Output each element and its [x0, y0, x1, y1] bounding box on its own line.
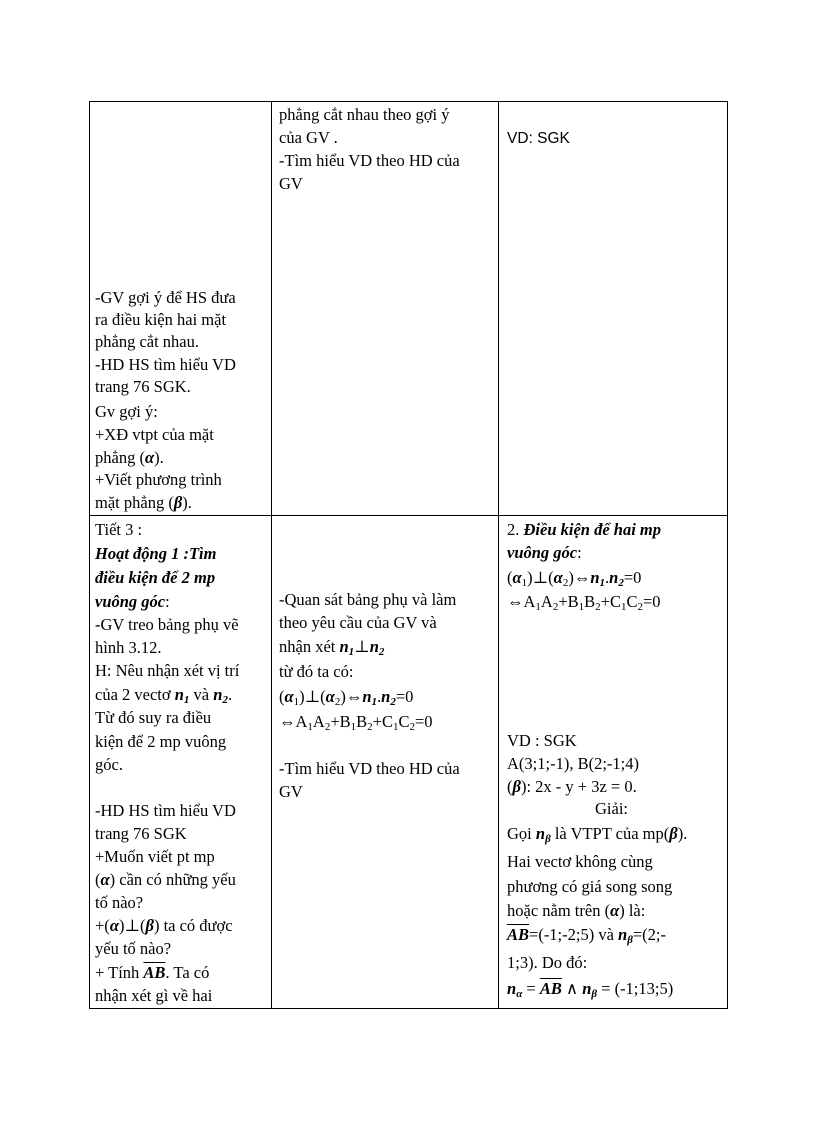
- r2c1-text: . Ta có: [165, 963, 210, 982]
- alpha-symbol: α: [109, 916, 119, 935]
- vector-AB: $\overline{AB}$: [539, 979, 562, 998]
- r1c1-text: phẳng (: [95, 448, 145, 467]
- normal-vector-nbeta: $n_\beta$: [535, 824, 551, 845]
- r2c1-text: và: [193, 685, 210, 704]
- beta-symbol: β: [669, 824, 678, 843]
- alpha-symbol: α: [284, 687, 294, 706]
- iff-symbol: ⇔: [279, 712, 296, 731]
- r2c1-text: .: [227, 685, 233, 704]
- r2c3-line3: (β): 2x - y + 3z = 0.: [507, 777, 637, 796]
- row-divider: [89, 515, 728, 516]
- r2c1-line6: kiện để 2 mp vuông: [95, 732, 227, 751]
- r2c3-text: ).: [677, 824, 688, 843]
- perp-symbol: ⊥: [532, 568, 549, 587]
- r1c1-text: ).: [154, 448, 164, 467]
- normal-vector-n1: $n_1$: [362, 687, 377, 708]
- r2c2-text: nhận xét: [279, 637, 336, 656]
- activity-heading-2: điều kiện để 2 mp: [95, 568, 216, 587]
- r2c1-line8: -HD HS tìm hiểu VD: [95, 801, 236, 820]
- beta-symbol: β: [145, 916, 154, 935]
- section-heading-2: [507, 542, 582, 564]
- normal-vector-nbeta: $n_\beta$: [618, 925, 633, 946]
- r2c1-text: ta có được: [163, 916, 233, 935]
- alpha-symbol: α: [512, 568, 522, 587]
- r2c3-line2: A(3;1;-1), B(2;-1;4): [507, 754, 639, 773]
- vector-AB: $\overline{AB}$: [507, 925, 530, 944]
- r2c1-line13: +(α)⊥(β) ta có được: [95, 916, 233, 935]
- r2c2-line2: theo yêu cầu của GV và: [279, 613, 437, 632]
- activity-heading-text: vuông góc: [95, 592, 166, 611]
- colon: :: [165, 592, 170, 611]
- normal-vector-nalpha: $n_\alpha$: [507, 979, 523, 1000]
- section-number: 2.: [507, 520, 520, 539]
- r2c1-text: của 2 vectơ: [95, 685, 171, 704]
- dot: .: [377, 687, 382, 706]
- iff-symbol: ⇔: [573, 568, 591, 587]
- lesson-label: Tiết 3 :: [95, 520, 143, 539]
- iff-symbol: ⇔: [507, 592, 524, 611]
- r2c3-line11: $n_\alpha = \overline{AB}$ ∧ $n_\beta$ = (-1;13;5): [507, 979, 674, 1000]
- r2c1-line12: tố nào?: [95, 893, 144, 912]
- section-heading-1: [507, 519, 661, 541]
- alpha-symbol: α: [325, 687, 335, 706]
- activity-heading-3: [95, 591, 170, 613]
- r2c1-line7: góc.: [95, 755, 123, 774]
- alpha-symbol: α: [144, 448, 155, 467]
- r1c1-line9: +Viết phương trình: [95, 470, 222, 489]
- r2c2-line8: GV: [279, 782, 303, 801]
- r2c3-text: = (-1;13;5): [601, 979, 674, 998]
- colon: :: [577, 543, 582, 562]
- activity-heading-1: Hoạt động 1 :Tìm: [95, 544, 217, 563]
- r2c1-line9: trang 76 SGK: [95, 824, 187, 843]
- r1c2-line1: phẳng cắt nhau theo gợi ý: [279, 105, 450, 124]
- r2c1-line14: yếu tố nào?: [95, 939, 172, 958]
- r2c2-line4: từ đó ta có:: [279, 662, 354, 681]
- r1c1-line2: ra điều kiện hai mặt: [95, 310, 227, 329]
- alpha-symbol: α: [610, 901, 620, 920]
- r2c2-line7: -Tìm hiểu VD theo HD của: [279, 759, 460, 778]
- perp-symbol: ⊥: [354, 637, 370, 656]
- r2c3-line7: phương có giá song song: [507, 877, 673, 896]
- normal-vector-n1: $n_1$: [590, 568, 605, 589]
- normal-vector-nbeta: $n_\beta$: [582, 979, 598, 1000]
- r2c1-line4: [95, 684, 232, 706]
- r2c1-line5: Từ đó suy ra điều: [95, 708, 212, 727]
- normal-vector-n2: $n_2$: [369, 637, 385, 658]
- r1c1-line7: +XĐ vtpt của mặt: [95, 425, 214, 444]
- r2c1-line1: -GV treo bảng phụ vẽ: [95, 615, 239, 634]
- r2c1-line11: (α) cần có những yếu: [95, 870, 236, 889]
- alpha-symbol: α: [553, 568, 563, 587]
- normal-vector-n2: $n_2$: [213, 685, 228, 706]
- beta-symbol: β: [173, 493, 183, 512]
- r2c3-text: là VTPT của mp(: [554, 824, 670, 843]
- normal-vector-n2: $n_2$: [609, 568, 624, 589]
- r2c1-line16: nhận xét gì về hai: [95, 986, 213, 1005]
- r2c2-line5: $(\alpha_1)\perp(\alpha_2)\Leftrightarrow n_1.n_2=0$: [279, 687, 414, 708]
- r2c3-line1: VD : SGK: [507, 731, 577, 750]
- r2c3-line10: 1;3). Do đó:: [507, 953, 588, 972]
- r2c3-formula1: $(\alpha_1)\perp(\alpha_2)\Leftrightarrow n_1.n_2=0$: [507, 568, 642, 589]
- r1c1-text: mặt phẳng (: [95, 493, 174, 512]
- r2c3-text: hoặc nằm trên (: [507, 901, 611, 920]
- r1c1-line3: phẳng cắt nhau.: [95, 332, 200, 351]
- r2c1-text: cần có những yếu: [119, 870, 236, 889]
- iff-symbol: ⇔: [345, 687, 363, 706]
- r2c1-line15: [95, 962, 209, 984]
- table-border-bottom: [89, 1008, 728, 1009]
- r1c1-text: ).: [182, 493, 192, 512]
- r2c3-text: ) là:: [619, 901, 646, 920]
- r2c1-text: + Tính: [95, 963, 140, 982]
- r2c1-line2: hình 3.12.: [95, 638, 162, 657]
- section-heading-text: Điều kiện để hai mp: [523, 520, 662, 539]
- r1c3-line1: VD: SGK: [507, 130, 570, 147]
- r2c3-text: =(-1;-2;5) và: [529, 925, 614, 944]
- r1c1-line4: -HD HS tìm hiểu VD: [95, 355, 236, 374]
- r2c1-line10: +Muốn viết pt mp: [95, 847, 215, 866]
- beta-symbol: β: [512, 777, 521, 796]
- r1c2-line4: GV: [279, 174, 303, 193]
- r1c1-line5: trang 76 SGK.: [95, 377, 191, 396]
- dot: .: [605, 568, 610, 587]
- r1c2-line2: của GV .: [279, 128, 338, 147]
- r1c2-line3: -Tìm hiểu VD theo HD của: [279, 151, 460, 170]
- lesson-table: [89, 101, 728, 1009]
- table-border-right: [727, 101, 728, 1009]
- r2c2-line6: $\Leftrightarrow A_1A_2+B_1B_2+C_1C_2=0$: [279, 712, 433, 733]
- r2c3-line4: Giải:: [595, 799, 628, 818]
- table-border-top: [89, 101, 728, 102]
- r1c1-line1: -GV gợi ý để HS đưa: [95, 288, 236, 307]
- r2c3-text: Gọi: [507, 824, 532, 843]
- normal-vector-n2: $n_2$: [381, 687, 396, 708]
- equals-zero: =0: [623, 568, 642, 587]
- r1c1-line6: Gv gợi ý:: [95, 402, 158, 421]
- table-border-left: [89, 101, 90, 1009]
- normal-vector-n1: $n_1$: [174, 685, 190, 706]
- r2c2-line3: [279, 636, 384, 658]
- r2c3-line9: [507, 924, 666, 946]
- equals-zero: =0: [395, 687, 414, 706]
- r1c1-line8: [95, 447, 164, 469]
- perp-symbol: ⊥: [304, 687, 321, 706]
- r1c1-line10: [95, 492, 192, 514]
- r2c2-line1: -Quan sát bảng phụ và làm: [279, 590, 457, 609]
- r2c3-line8: [507, 900, 645, 922]
- r2c3-line6: Hai vectơ không cùng: [507, 852, 653, 871]
- r2c1-line3: H: Nêu nhận xét vị trí: [95, 661, 240, 680]
- normal-vector-n1: $n_1$: [339, 637, 355, 658]
- vector-AB: $\overline{AB}$: [143, 963, 166, 982]
- r2c3-text: =(2;-: [632, 925, 667, 944]
- wedge-symbol: ∧: [565, 979, 579, 998]
- alpha-symbol: α: [100, 870, 110, 889]
- r2c3-text: ): 2x - y + 3z = 0.: [520, 777, 637, 796]
- r2c3-line5: [507, 823, 687, 845]
- table-divider-2: [498, 101, 499, 1009]
- perp-symbol: ⊥: [124, 916, 140, 935]
- section-heading-text: vuông góc: [507, 543, 578, 562]
- r2c3-formula2: $\Leftrightarrow A_1A_2+B_1B_2+C_1C_2=0$: [507, 592, 661, 613]
- table-divider-1: [271, 101, 272, 1009]
